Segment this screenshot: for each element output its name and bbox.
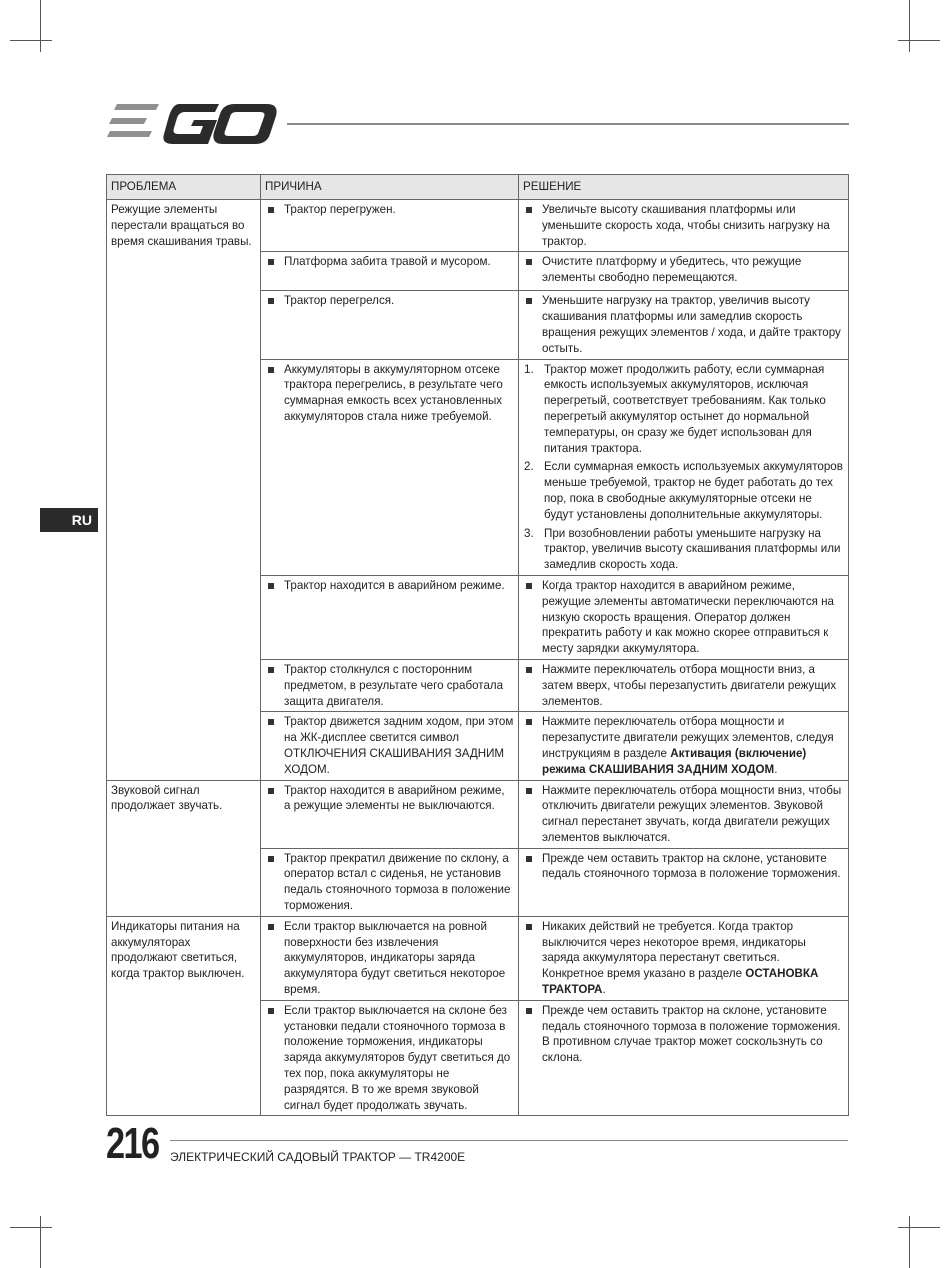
problem-cell: Индикаторы питания на аккумуляторах продолжают светиться, когда трактор выключен. [107, 916, 261, 1116]
table-row [107, 200, 849, 252]
cause-item: Трактор прекратил движение по склону, а оператор встал с сиденья, не установив педаль стояночного тормоза в положение торможения. [265, 851, 514, 914]
cause-item: Трактор находится в аварийном режиме, а режущие элементы не выключаются. [265, 783, 514, 815]
cause-cell [261, 291, 519, 359]
step-number: 3. [524, 526, 534, 540]
crop-mark [10, 1227, 52, 1228]
crop-mark [909, 0, 910, 52]
footer-title: ЭЛЕКТРИЧЕСКИЙ САДОВЫЙ ТРАКТОР — TR4200E [170, 1150, 466, 1164]
cause-item: Трактор движется задним ходом, при этом на ЖК-дисплее светится символ ОТКЛЮЧЕНИЯ СКАШИВАНИЯ ЗАДНИМ ХОДОМ. [265, 714, 514, 777]
section-reference: ОСТАНОВКА ТРАКТОРА [542, 967, 819, 997]
header-cause: ПРИЧИНА [261, 175, 519, 200]
cause-item: Трактор находится в аварийном режиме. [265, 578, 514, 594]
cause-item: Трактор перегружен. [265, 202, 514, 218]
cause-cell [261, 848, 519, 916]
cause-item: Трактор перегрелся. [265, 293, 514, 309]
header-problem: ПРОБЛЕМА [107, 175, 261, 200]
cause-cell [261, 252, 519, 291]
solution-cell [519, 252, 849, 291]
solution-step [523, 362, 844, 457]
language-tab: RU [40, 508, 98, 532]
solution-cell [519, 575, 849, 659]
header-rule [287, 123, 849, 125]
cause-cell [261, 659, 519, 711]
solution-item: Увеличьте высоту скашивания платформы или уменьшите скорость хода, чтобы снизить нагрузку на трактор. [523, 202, 844, 249]
solution-item [523, 919, 844, 998]
solution-text: Никаких действий не требуется. Когда трактор выключится через некоторое время, индикаторы заряда аккумулятора перестанут светиться. Конкретное время указано в разделе [542, 919, 806, 981]
section-reference: Активация (включение) режима СКАШИВАНИЯ ЗАДНИМ ХОДОМ [542, 746, 807, 776]
solution-text-end: . [602, 983, 606, 997]
cause-item: Если трактор выключается на ровной поверхности без извлечения аккумуляторов, индикаторы заряда аккумулятора будут светиться некоторое время. [265, 919, 514, 998]
solution-item: Очистите платформу и убедитесь, что режущие элементы свободно перемещаются. [523, 254, 844, 286]
solution-text: Нажмите переключатель отбора мощности и перезапустите двигатели режущих элементов, следуя инструкциям в разделе [542, 715, 834, 760]
solution-cell [519, 291, 849, 359]
cause-item: Трактор столкнулся с посторонним предметом, в результате чего сработала защита двигателя. [265, 662, 514, 709]
step-text: Если суммарная емкость используемых аккумуляторов меньше требуемой, трактор не будет работать до тех пор, пока в свободные аккумуляторные отсеки не будут установлены дополнительные аккумуляторы. [544, 460, 843, 521]
solution-item [523, 714, 844, 777]
solution-cell [519, 200, 849, 252]
step-number: 1. [524, 362, 534, 376]
step-number: 2. [524, 460, 534, 474]
cause-cell [261, 712, 519, 780]
solution-cell [519, 1000, 849, 1116]
solution-item: Прежде чем оставить трактор на склоне, установите педаль стояночного тормоза в положение торможения. В противном случае трактор может соскользнуть со склона. [523, 1003, 844, 1066]
solution-item: Прежде чем оставить трактор на склоне, установите педаль стояночного тормоза в положение торможения. [523, 851, 844, 883]
crop-mark [40, 0, 41, 52]
solution-item: Нажмите переключатель отбора мощности вниз, а затем вверх, чтобы перезапустить двигатели режущих элементов. [523, 662, 844, 709]
solution-item: Уменьшите нагрузку на трактор, увеличив высоту скашивания платформы или замедлив скорость вращения режущих элементов / хода, и дайте трактору остыть. [523, 293, 844, 356]
troubleshooting-table [106, 174, 849, 1116]
cause-item: Платформа забита травой и мусором. [265, 254, 514, 270]
solution-text-end: . [774, 762, 778, 776]
step-text: Трактор может продолжить работу, если суммарная емкость используемых аккумуляторов, исключая перегретый, соответствует требованиям. Как только перегретый аккумулятор остынет до нормальной температуры, он сразу же будет использован для питания трактора. [544, 362, 826, 455]
cause-item: Аккумуляторы в аккумуляторном отсеке трактора перегрелись, в результате чего суммарная емкость всех установленных аккумуляторов стала ниже требуемой. [265, 362, 514, 425]
solution-step [523, 459, 844, 522]
cause-cell [261, 200, 519, 252]
ego-logo [107, 104, 277, 144]
solution-cell [519, 780, 849, 848]
cause-cell [261, 575, 519, 659]
solution-item: Нажмите переключатель отбора мощности вниз, чтобы отключить двигатели режущих элементов. Звуковой сигнал перестанет звучать, когда двигатели режущих элементов выключатся. [523, 783, 844, 846]
table-header-row [107, 175, 849, 200]
cause-cell [261, 916, 519, 1000]
problem-cell: Режущие элементы перестали вращаться во время скашивания травы. [107, 200, 261, 781]
crop-mark [909, 1216, 910, 1268]
solution-step [523, 526, 844, 573]
problem-cell: Звуковой сигнал продолжает звучать. [107, 780, 261, 916]
table-row [107, 916, 849, 1000]
footer-rule [170, 1140, 848, 1141]
cause-cell [261, 359, 519, 575]
solution-cell [519, 712, 849, 780]
header-solution: РЕШЕНИЕ [519, 175, 849, 200]
crop-mark [898, 40, 940, 41]
solution-cell [519, 916, 849, 1000]
page-number: 216 [106, 1119, 159, 1168]
cause-item: Если трактор выключается на склоне без установки педали стояночного тормоза в положение торможения, индикаторы заряда аккумуляторов будут светиться до тех пор, пока аккумуляторы не разрядятся. В то же время звуковой сигнал будет продолжать звучать. [265, 1003, 514, 1114]
solution-cell [519, 359, 849, 575]
solution-cell [519, 848, 849, 916]
cause-cell [261, 780, 519, 848]
solution-cell [519, 659, 849, 711]
cause-cell [261, 1000, 519, 1116]
step-text: При возобновлении работы уменьшите нагрузку на трактор, увеличив высоту скашивания платформы или замедлив скорость хода. [544, 526, 841, 572]
crop-mark [10, 40, 52, 41]
table-row [107, 780, 849, 848]
crop-mark [40, 1216, 41, 1268]
solution-steps [523, 362, 844, 573]
crop-mark [898, 1227, 940, 1228]
solution-item: Когда трактор находится в аварийном режиме, режущие элементы автоматически переключаются на низкую скорость вращения. Оператор должен прекратить работу и как можно скорее отправиться к месту зарядки аккумулятора. [523, 578, 844, 657]
